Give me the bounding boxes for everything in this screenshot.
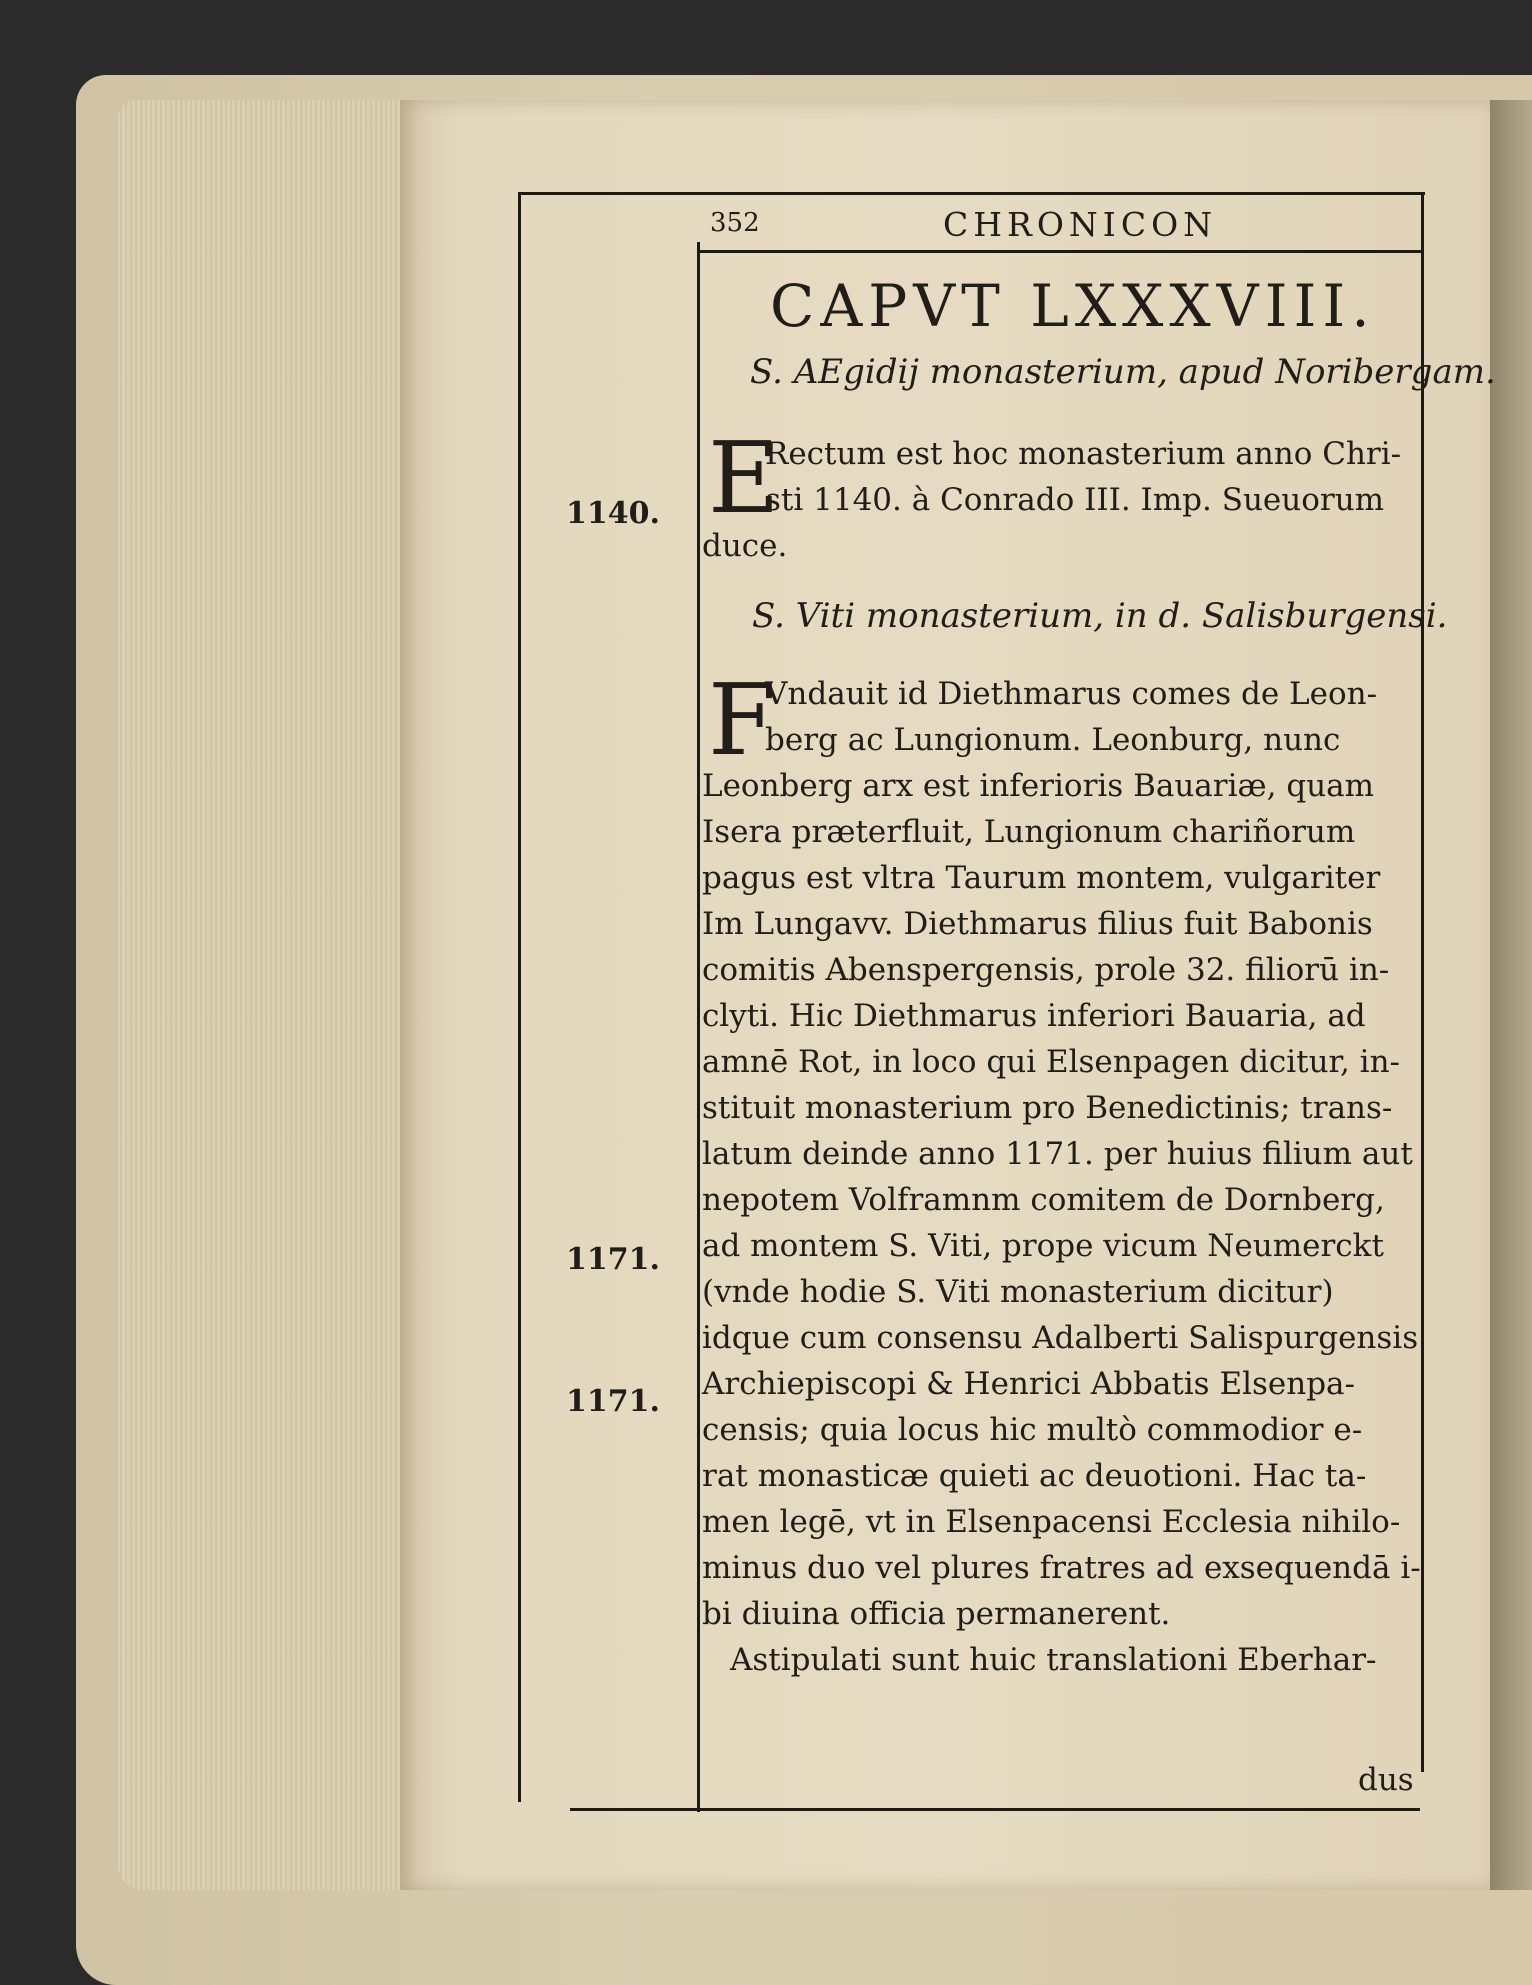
running-title: CHRONICON bbox=[943, 205, 1218, 244]
catchword: dus bbox=[1358, 1762, 1414, 1798]
section-heading-viti: S. Viti monasterium, in d. Salisburgensi. bbox=[752, 596, 1448, 636]
section2-line: men legē, vt in Elsenpacensi Ecclesia nihilo- bbox=[702, 1504, 1401, 1540]
section2-line: minus duo vel plures fratres ad exsequendā i- bbox=[702, 1550, 1421, 1586]
head-rule bbox=[697, 250, 1421, 253]
section2-line: Vndauit id Diethmarus comes de Leon- bbox=[765, 676, 1378, 712]
section2-line: berg ac Lungionum. Leonburg, nunc bbox=[765, 722, 1341, 758]
section2-line: Leonberg arx est inferioris Bauariæ, quam bbox=[702, 768, 1375, 804]
section2-line: (vnde hodie S. Viti monasterium dicitur) bbox=[702, 1274, 1334, 1310]
section1-line: sti 1140. à Conrado III. Imp. Sueuorum bbox=[765, 482, 1385, 518]
section2-line: comitis Abenspergensis, prole 32. filiorū in- bbox=[702, 952, 1390, 988]
section1-line: Rectum est hoc monasterium anno Chri- bbox=[765, 436, 1402, 472]
page-edges bbox=[118, 100, 418, 1890]
section2-line: pagus est vltra Taurum montem, vulgariter bbox=[702, 860, 1381, 896]
section2-line: idque cum consensu Adalberti Salispurgensis bbox=[702, 1320, 1419, 1356]
section2-line: stituit monasterium pro Benedictinis; trans- bbox=[702, 1090, 1393, 1126]
margin-year-1140: 1140. bbox=[566, 496, 660, 531]
next-page-edge bbox=[1490, 100, 1532, 1890]
section2-line: Isera præterfluit, Lungionum chariñorum bbox=[702, 814, 1356, 850]
section2-line: nepotem Volframnm comitem de Dornberg, bbox=[702, 1182, 1385, 1218]
section-heading-aegidii: S. AEgidij monasterium, apud Noribergam. bbox=[750, 352, 1496, 392]
dropcap-f: F bbox=[708, 664, 776, 778]
section2-line: amnē Rot, in loco qui Elsenpagen dicitur, in- bbox=[702, 1044, 1401, 1080]
section1-line: duce. bbox=[702, 528, 788, 564]
section2-line: Im Lungavv. Diethmarus filius fuit Babonis bbox=[702, 906, 1373, 942]
section2-line: ad montem S. Viti, prope vicum Neumerckt bbox=[702, 1228, 1384, 1264]
page-number: 352 bbox=[710, 208, 760, 238]
column-divider-rule bbox=[697, 242, 700, 1812]
frame-right-rule bbox=[1421, 192, 1424, 1772]
section2-line: rat monasticæ quieti ac deuotioni. Hac ta- bbox=[702, 1458, 1367, 1494]
section2-line: censis; quia locus hic multò commodior e- bbox=[702, 1412, 1363, 1448]
margin-year-1171-second: 1171. bbox=[566, 1384, 660, 1419]
chapter-heading: CAPVT LXXXVIII. bbox=[770, 272, 1376, 340]
dropcap-e: E bbox=[708, 422, 780, 536]
margin-year-1171: 1171. bbox=[566, 1242, 660, 1277]
section2-line: latum deinde anno 1171. per huius filium aut bbox=[702, 1136, 1413, 1172]
section2-line: bi diuina officia permanerent. bbox=[702, 1596, 1171, 1632]
frame-top-rule bbox=[520, 192, 1425, 195]
section2-line: clyti. Hic Diethmarus inferiori Bauaria, ad bbox=[702, 998, 1366, 1034]
section2-line: Astipulati sunt huic translationi Eberhar- bbox=[730, 1642, 1377, 1678]
section2-line: Archiepiscopi & Henrici Abbatis Elsenpa- bbox=[702, 1366, 1356, 1402]
frame-left-rule bbox=[518, 192, 521, 1802]
